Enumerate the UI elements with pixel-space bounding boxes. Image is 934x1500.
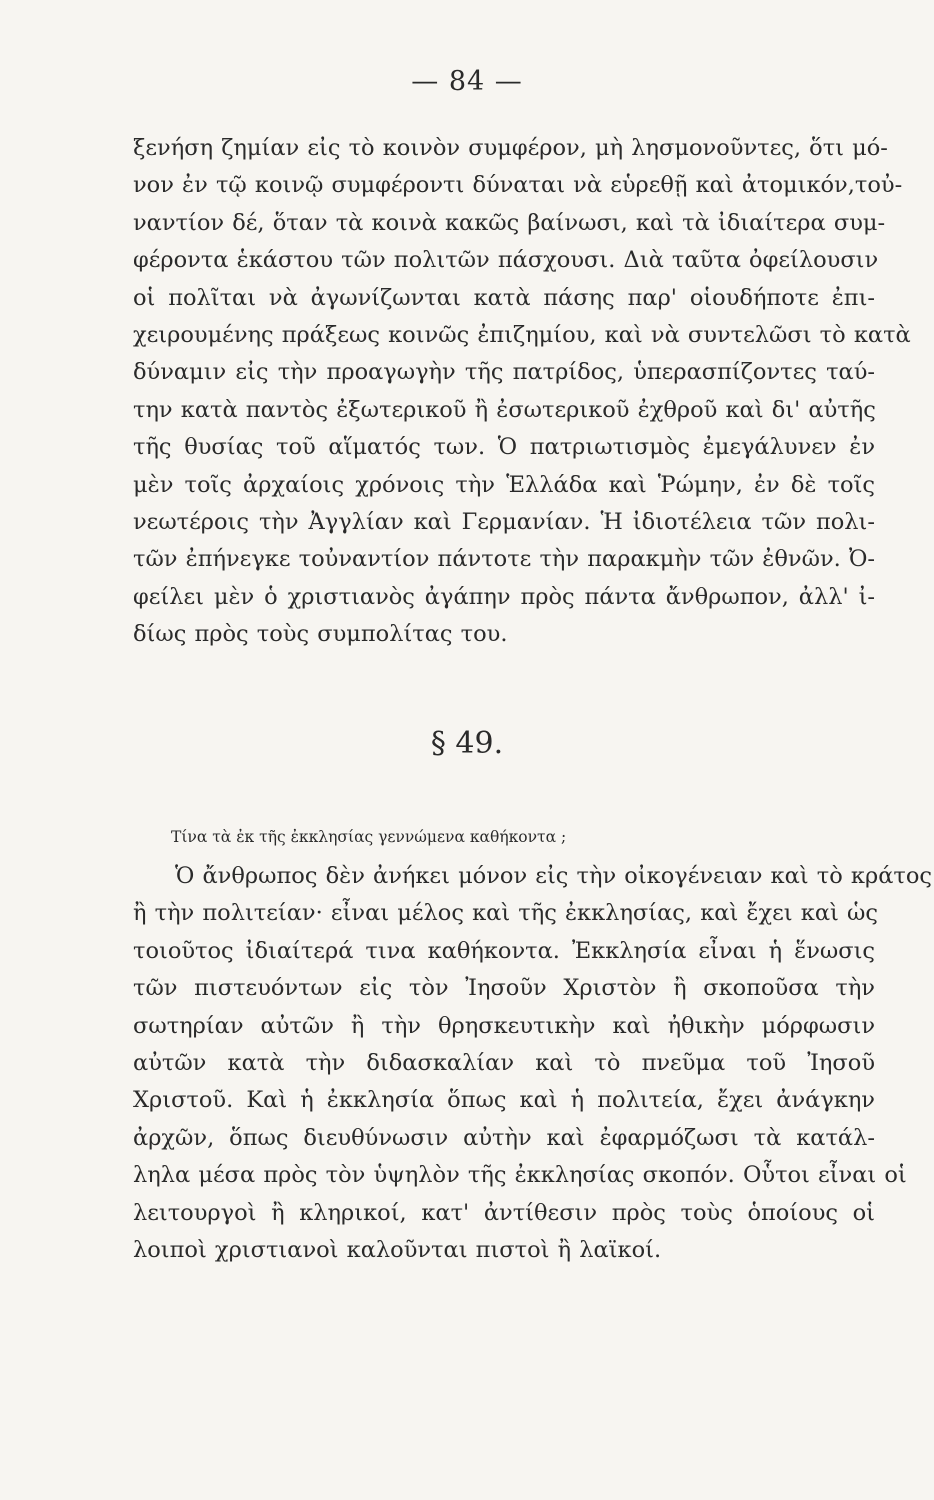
text-line: μὲν τοῖς ἀρχαίοις χρόνοις τὴν Ἑλλάδα καὶ Ῥώμην, ἐν δὲ τοῖς [133,471,875,498]
text-line: χειρουμένης πράξεως κοινῶς ἐπιζημίου, καὶ νὰ συντελῶσι τὸ κατὰ [133,322,911,349]
text-line: τῆς θυσίας τοῦ αἵματός των. Ὁ πατριωτισμὸς ἐμεγάλυνεν ἐν [133,434,875,461]
text-line: ναντίον δέ, ὅταν τὰ κοινὰ κακῶς βαίνωσι, καὶ τὰ ἰδιαίτερα συμ- [133,209,886,236]
text-line: σωτηρίαν αὐτῶν ἢ τὴν θρησκευτικὴν καὶ ἠθικὴν μόρφωσιν [133,1012,875,1039]
paragraph-patriotism [133,130,911,654]
text-line: ἢ τὴν πολιτείαν· εἶναι μέλος καὶ τῆς ἐκκλησίας, καὶ ἔχει καὶ ὡς [133,900,878,927]
text-line: νον ἐν τῷ κοινῷ συμφέροντι δύναται νὰ εὑρεθῇ καὶ ἀτομικόν,τοὐ- [133,172,903,199]
text-line: αὐτῶν κατὰ τὴν διδασκαλίαν καὶ τὸ πνεῦμα τοῦ Ἰησοῦ [133,1050,875,1077]
text-line: Χριστοῦ. Καὶ ἡ ἐκκλησία ὅπως καὶ ἡ πολιτεία, ἔχει ἀνάγκην [133,1087,875,1114]
paragraph-church [133,858,932,1269]
page-number: — 84 — [411,66,523,97]
text-line: δίως πρὸς τοὺς συμπολίτας του. [133,621,508,648]
text-line: ξενήση ζημίαν εἰς τὸ κοινὸν συμφέρον, μὴ λησμονοῦντες, ὅτι μό- [133,135,888,161]
text-line: λειτουργοὶ ἢ κληρικοί, κατ' ἀντίθεσιν πρὸς τοὺς ὁποίους οἱ [133,1199,875,1226]
text-line: ἀρχῶν, ὅπως διευθύνωσιν αὐτὴν καὶ ἐφαρμόζωσι τὰ κατάλ- [133,1124,875,1151]
text-line: Ὁ ἄνθρωπος δὲν ἀνήκει μόνον εἰς τὴν οἰκογένειαν καὶ τὸ κράτος [175,863,932,889]
text-line: τῶν ἐπήνεγκε τοὐναντίον πάντοτε τὴν παρακμὴν τῶν ἐθνῶν. Ὀ- [133,546,875,573]
text-line: οἱ πολῖται νὰ ἀγωνίζωνται κατὰ πάσης παρ' οἱουδήποτε ἐπι- [133,284,875,311]
text-line: λοιποὶ χριστιανοὶ καλοῦνται πιστοὶ ἢ λαϊκοί. [133,1237,662,1264]
text-line: τῶν πιστευόντων εἰς τὸν Ἰησοῦν Χριστὸν ἢ σκοποῦσα τὴν [133,975,875,1002]
text-line: την κατὰ παντὸς ἐξωτερικοῦ ἢ ἐσωτερικοῦ ἐχθροῦ καὶ δι' αὐτῆς [133,396,876,423]
text-line: ληλα μέσα πρὸς τὸν ὑψηλὸν τῆς ἐκκλησίας σκοπόν. Οὗτοι εἶναι οἱ [133,1162,907,1189]
section-question: Τίνα τὰ ἐκ τῆς ἐκκλησίας γεννώμενα καθήκοντα ; [171,828,567,846]
text-line: φέροντα ἑκάστου τῶν πολιτῶν πάσχουσι. Διὰ ταῦτα ὀφείλουσιν [133,247,879,274]
text-line: τοιοῦτος ἰδιαίτερά τινα καθήκοντα. Ἐκκλησία εἶναι ἡ ἕνωσις [133,937,875,964]
text-line: δύναμιν εἰς τὴν προαγωγὴν τῆς πατρίδος, ὑπερασπίζοντες ταύ- [133,359,875,386]
text-line: νεωτέροις τὴν Ἀγγλίαν καὶ Γερμανίαν. Ἡ ἰδιοτέλεια τῶν πολι- [133,509,875,536]
text-line: φείλει μὲν ὁ χριστιανὸς ἀγάπην πρὸς πάντα ἄνθρωπον, ἀλλ' ἰ- [133,583,875,610]
section-heading: § 49. [430,726,504,761]
